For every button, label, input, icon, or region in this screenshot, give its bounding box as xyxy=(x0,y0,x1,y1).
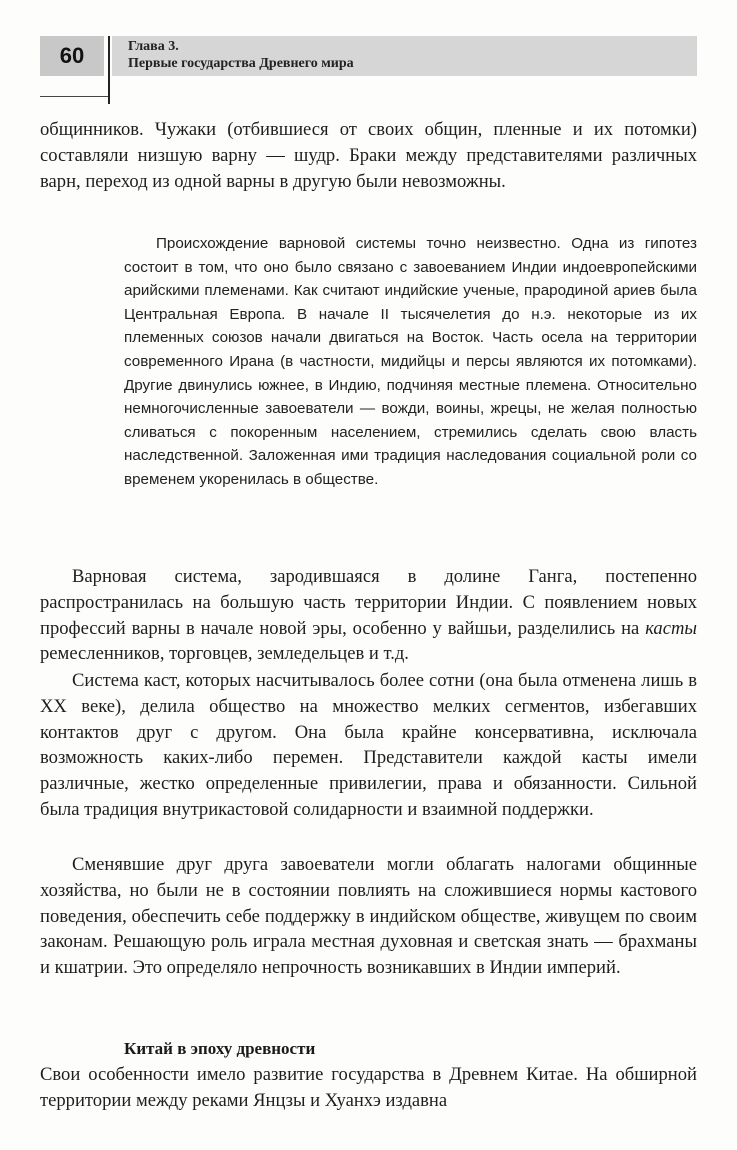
paragraph-4: Сменявшие друг друга завоеватели могли облагать налогами общинные хозяйства, но были не в состоянии повлиять на сложившиеся нормы кастового поведения, обеспечить себе поддержку в индийском обществе, живущем по своим законам. Решающую роль играла местная духовная и светская знать — брахманы и кшатрии. Это определяло непрочность возникавших в Индии империй. xyxy=(40,854,697,979)
sidebar-note: Происхождение варновой системы точно неизвестно. Одна из гипотез состоит в том, что оно было связано с завоеванием Индии индоевропейскими арийскими племенами. Как считают индийские ученые, прародиной ариев была Центральная Европа. В начале II тысячелетия до н.э. некоторые из их племенных союзов начали двигаться на Восток. Часть осела на территории современного Ирана (в частности, мидийцы и персы являются их потомками). Другие двинулись южнее, в Индию, подчиняя местные племена. Относительно немногочисленные завоеватели — вожди, воины, жрецы, не желая полностью сливаться с покоренным населением, стремились сделать свою власть наследственной. Заложенная ими традиция наследования социальной роли со временем укоренилась в обществе. xyxy=(124,235,697,488)
running-header xyxy=(128,38,354,72)
paragraph-2-start: Варновая система, зародившаяся в долине Ганга, постепенно распространилась на большую часть территории Индии. С появлением новых профессий варны в начале новой эры, особенно у вайшьи, разделились на xyxy=(40,566,697,639)
paragraph-1: общинников. Чужаки (отбившиеся от своих общин, пленные и их потомки) составляли низшую варну — шудр. Браки между представителями различных варн, переход из одной варны в другую были невозможны. xyxy=(40,119,697,192)
header-divider-vertical xyxy=(108,36,110,104)
paragraph-5: Свои особенности имело развитие государства в Древнем Китае. На обширной территории между реками Янцзы и Хуанхэ издавна xyxy=(40,1064,697,1111)
paragraph-2-end: ремесленников, торговцев, земледельцев и т.д. xyxy=(40,643,409,665)
paragraph-2-term: касты xyxy=(645,617,697,639)
paragraph-3: Система каст, которых насчитывалось более сотни (она была отменена лишь в XX веке), делила общество на множество мелких сегментов, избегавших контактов друг с другом. Она была крайне консервативна, исключала возможность каких-либо перемен. Представители каждой касты имели различные, жестко определенные привилегии, права и обязанности. Сильной была традиция внутрикастовой солидарности и взаимной поддержки. xyxy=(40,670,697,820)
paragraph-2 xyxy=(40,564,697,667)
header-divider-horizontal xyxy=(40,96,108,97)
page-number-text: 60 xyxy=(59,43,85,68)
chapter-title: Первые государства Древнего мира xyxy=(128,56,354,71)
chapter-label: Глава 3. xyxy=(128,39,179,54)
page-number xyxy=(40,36,104,76)
section-heading: Китай в эпоху древности xyxy=(124,1039,316,1058)
